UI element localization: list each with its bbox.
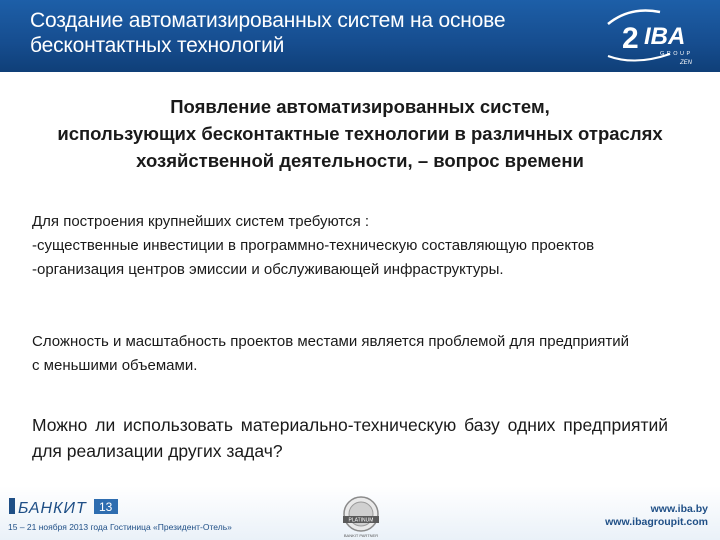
complexity-line1: Сложность и масштабность проектов местами является проблемой для предприятий (32, 333, 630, 350)
subtitle-line1: Появление автоматизированных систем, (170, 96, 550, 117)
complexity-line2: с меньшими объемами. (32, 357, 198, 374)
logo-tag: ZEN (680, 60, 692, 66)
subtitle-line2: использующих бесконтактные технологии в различных отраслях (57, 123, 663, 144)
slide-title-line1: Создание автоматизированных систем на основе (30, 9, 506, 32)
slide-subtitle (20, 93, 700, 174)
platinum-partner-badge (337, 494, 385, 540)
bankit-year: 13 (99, 500, 113, 514)
bankit-bracket-icon (9, 498, 15, 514)
subtitle-line3: хозяйственной деятельности, – вопрос времени (136, 150, 584, 171)
question-line1: Можно ли использовать материально-техническую базу одних предприятий (32, 415, 669, 435)
bankit-logo (8, 494, 128, 520)
badge-label: PLATINUM (348, 517, 374, 524)
footer-links (605, 503, 708, 529)
slide-title-line2: бесконтактных технологий (30, 34, 285, 57)
logo-number: 2 (622, 22, 639, 55)
link-ibagroupit[interactable]: www.ibagroupit.com (605, 516, 708, 528)
question-line2: для реализации других задач? (32, 441, 283, 461)
link-iba-by[interactable]: www.iba.by (650, 503, 708, 515)
bankit-caption: 15 – 21 ноября 2013 года Гостиница «Президент-Отель» (8, 522, 232, 532)
iba-group-logo (600, 4, 715, 68)
logo-sub: GROUP (660, 51, 693, 57)
question-paragraph (32, 412, 702, 464)
slide-title (30, 8, 590, 58)
bankit-logo-text: БАНКИТ (18, 500, 87, 517)
requirements-paragraph (32, 210, 702, 282)
complexity-paragraph (32, 330, 702, 378)
requirements-item-infrastructure: -организация центров эмиссии и обслуживающей инфраструктуры. (32, 261, 504, 278)
requirements-intro: Для построения крупнейших систем требуются : (32, 213, 370, 230)
badge-caption: BANKIT PARTNER (343, 533, 379, 538)
header-bar (0, 0, 720, 72)
logo-text: IBA (644, 23, 686, 50)
requirements-item-investments: -существенные инвестиции в программно-техническую составляющую проектов (32, 237, 595, 254)
